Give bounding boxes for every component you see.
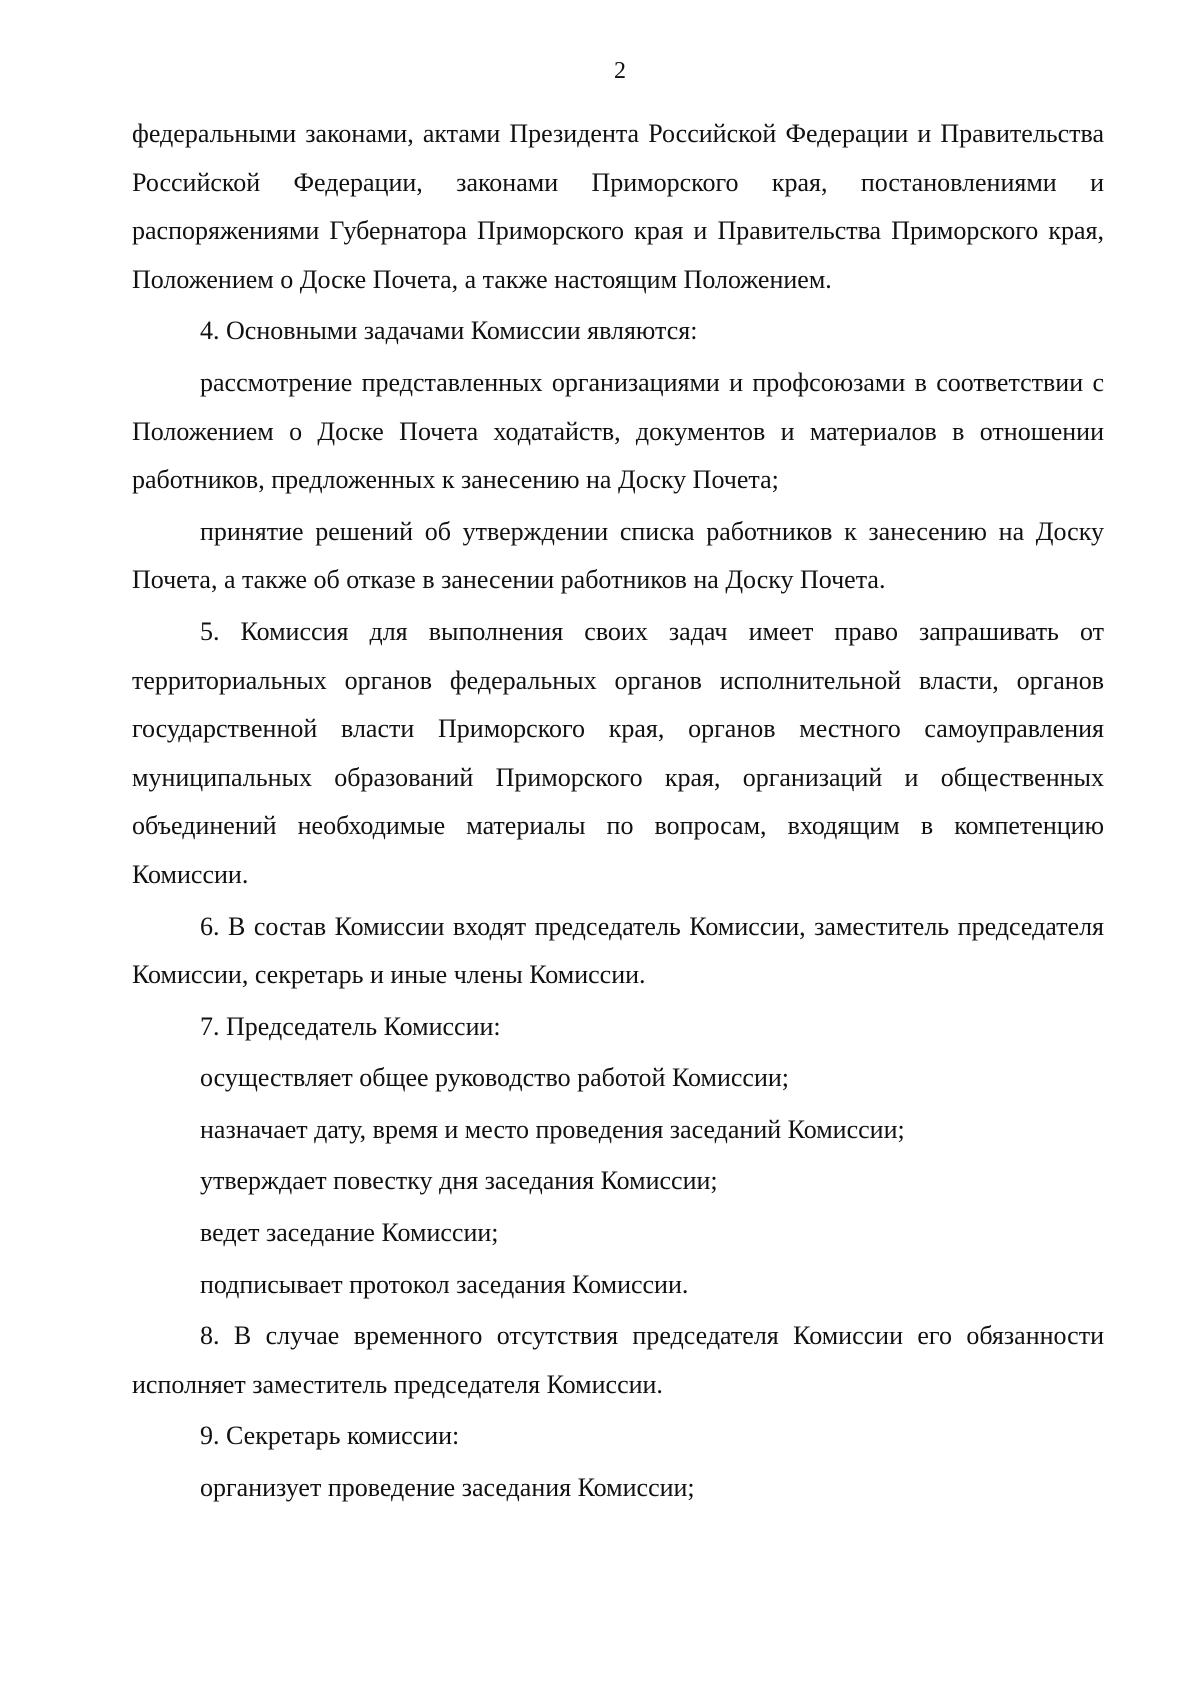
paragraph-item-6: 6. В состав Комиссии входят председатель Комиссии, заместитель председателя Комиссии, секретарь и иные члены Комиссии. — [132, 911, 1104, 990]
paragraph-item-9: 9. Секретарь комиссии: — [200, 1421, 460, 1451]
paragraph-chair-duty-4: ведет заседание Комиссии; — [200, 1218, 499, 1248]
paragraph-secretary-duty-1: организует проведение заседания Комиссии; — [200, 1473, 695, 1503]
paragraph-chair-duty-5: подписывает протокол заседания Комиссии. — [200, 1269, 689, 1299]
paragraph-item-5: 5. Комиссия для выполнения своих задач имеет право запрашивать от территориальных органов федеральных органов исполнительной власти, органов государственной власти Приморского края, органов местного самоуправления муниципальных образований Приморского края, организаций и общественных объединений необходимые материалы по вопросам, входящим в компетенцию Комиссии. — [132, 616, 1104, 889]
paragraph-item-8: 8. В случае временного отсутствия председателя Комиссии его обязанности исполняет заместитель председателя Комиссии. — [132, 1321, 1104, 1399]
paragraph-continuation: федеральными законами, актами Президента Российской Федерации и Правительства Российской Федерации, законами Приморского края, постановлениями и распоряжениями Губернатора Приморского края и Правительства Приморского края, Положением о Доске Почета, а также настоящим Положением. — [132, 119, 1104, 294]
paragraph-item-7: 7. Председатель Комиссии: — [200, 1011, 501, 1041]
paragraph-chair-duty-1: осуществляет общее руководство работой Комиссии; — [200, 1063, 790, 1093]
page-number: 2 — [614, 58, 626, 84]
paragraph-task-review: рассмотрение представленных организациями и профсоюзами в соответствии с Положением о Доске Почета ходатайств, документов и материалов в отношении работников, предложенных к занесению на Доску Почета; — [132, 367, 1104, 495]
paragraph-chair-duty-3: утверждает повестку дня заседания Комиссии; — [200, 1166, 718, 1196]
paragraph-task-decision: принятие решений об утверждении списка работников к занесению на Доску Почета, а также об отказе в занесении работников на Доску Почета. — [132, 516, 1104, 595]
paragraph-item-4: 4. Основными задачами Комиссии являются: — [200, 316, 698, 346]
document-body — [132, 110, 1104, 1516]
paragraph-chair-duty-2: назначает дату, время и место проведения заседаний Комиссии; — [200, 1114, 905, 1144]
